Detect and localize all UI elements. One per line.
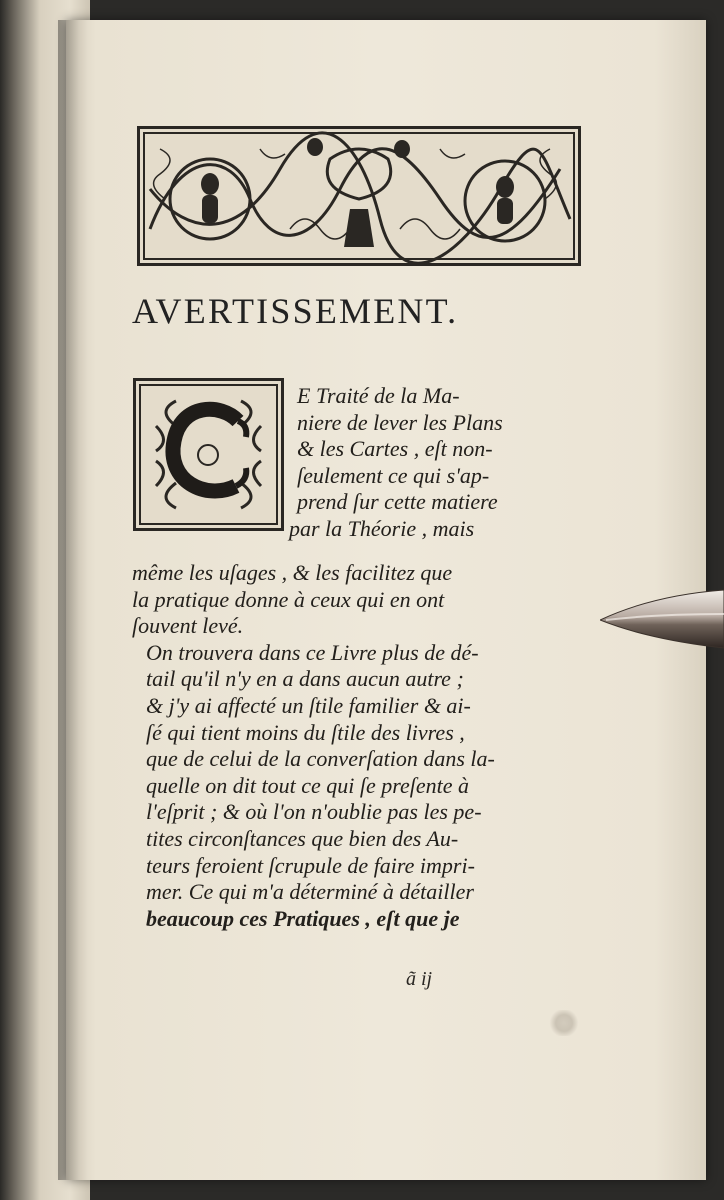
ornament-headpiece-icon [137,126,581,266]
library-stamp [548,1010,580,1036]
text-line: tail qu'il n'y en a dans aucun autre ; [146,666,464,692]
text-line: la pratique donne à ceux qui en ont [132,586,445,612]
text-line: par la Théorie , mais [289,515,475,541]
text-line: mer. Ce qui m'a déterminé à détailler [146,879,474,905]
page-gutter-shadow [58,20,88,1180]
text-line: tites circonſtances que bien des Au- [146,825,459,851]
text-line: niere de lever les Plans [297,409,503,435]
text-line: ſé qui tient moins du ſtile des livres , [146,719,465,745]
text-line: même les uſages , & les facilitez que [132,560,453,585]
decorated-initial-icon [133,378,284,531]
pointer-icon [600,584,724,654]
text-line: E Traité de la Ma- [297,383,460,408]
text-line: & les Cartes , eſt non- [297,436,493,462]
text-line: ſeulement ce qui s'ap- [297,462,490,488]
body-text [132,560,495,932]
text-line: On trouvera dans ce Livre plus de dé- [146,639,479,665]
text-line: que de celui de la converſation dans la- [146,746,495,772]
initial-wrapped-text [289,383,503,543]
signature-mark: ã ij [406,968,433,990]
text-line: quelle on dit tout ce qui ſe preſente à [146,772,469,798]
text-line: prend ſur cette matiere [297,489,498,515]
page-title: AVERTISSEMENT. [132,291,459,331]
text-line: l'eſprit ; & où l'on n'oublie pas les pe- [146,799,482,825]
text-line: teurs feroient ſcrupule de faire impri- [146,852,475,878]
text-line: ſouvent levé. [132,613,244,639]
text-line: beaucoup ces Pratiques , eſt que je [146,905,460,931]
text-line: & j'y ai affecté un ſtile familier & ai- [146,692,471,718]
